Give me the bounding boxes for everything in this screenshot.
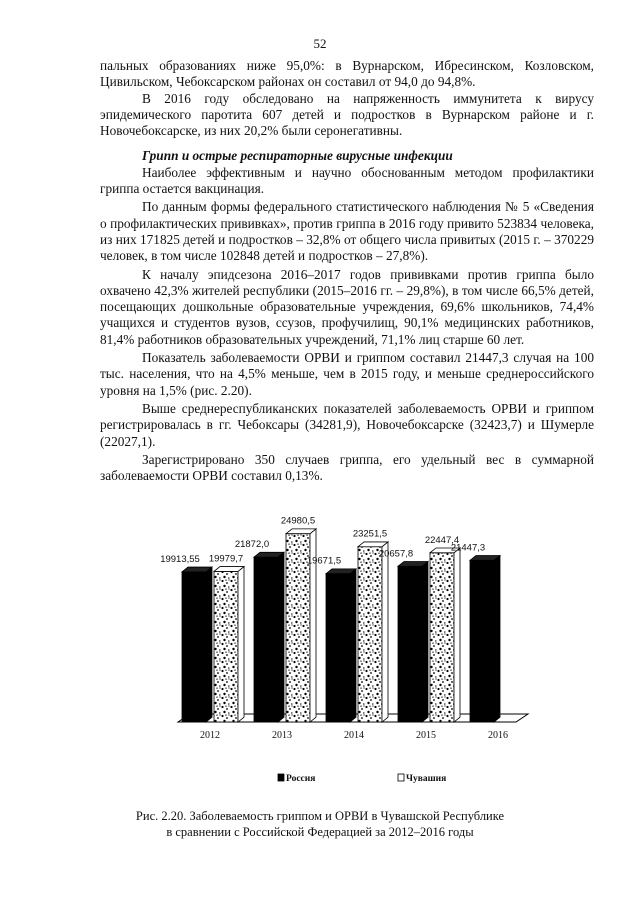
bar-chuvashia-2015 (430, 548, 460, 722)
caption-line-2: в сравнении с Российской Федерацией за 2012–2016 годы (166, 825, 474, 839)
bar-body (326, 574, 350, 722)
bar-top (182, 567, 212, 572)
bar-side (454, 548, 460, 722)
bar-top (470, 556, 500, 561)
paragraph: Показатель заболеваемости ОРВИ и гриппом составил 21447,3 случая на 100 тыс. населения, что на 4,5% меньше, чем в 2015 году, и меньше среднероссийского уровня на 1,5% (рис. 2.20). (100, 350, 594, 398)
legend-label-chuvashia: Чувашия (406, 774, 447, 784)
bar-side (206, 567, 212, 722)
paragraph: По данным формы федерального статистического наблюдения № 5 «Сведения о профилактических прививках», против гриппа в 2016 году привито 523834 человека, из них 171825 детей и подростков – 32,8% от общего числа привитых (2015 г. – 370229 человек, в том числе 102848 детей и подростков – 27,8%). (100, 199, 594, 264)
bar-russia-2016 (470, 556, 500, 722)
bar-top (358, 542, 388, 547)
section-heading: Грипп и острые респираторные вирусные инфекции (142, 148, 453, 164)
bar-top (398, 561, 428, 566)
legend-swatch-chuvashia (398, 774, 404, 781)
bar-top (214, 567, 244, 572)
bar-chuvashia-2014 (358, 542, 388, 722)
data-label-russia-2016: 21447,3 (450, 542, 486, 554)
bar-side (278, 552, 284, 722)
x-tick-label-2014: 2014 (344, 730, 364, 741)
paragraph: пальных образованиях ниже 95,0%: в Вурнарском, Ибресинском, Козловском, Цивильском, Чебоксарском районах он составил от 94,0 до 94,8%. (100, 58, 594, 90)
bar-side (422, 561, 428, 722)
paragraph: В 2016 году обследовано на напряженность иммунитета к вирусу эпидемического паротита 607 детей и подростков в Вурнарском районе и г. Новочебоксарске, из них 20,2% были серонегативны. (100, 90, 594, 139)
bar-body (214, 571, 238, 722)
data-label-russia-2013: 21872,0 (234, 539, 270, 551)
paragraph: Выше среднереспубликанских показателей заболеваемость ОРВИ и гриппом регистрировалась в гг. Чебоксары (34281,9), Новочебоксарске (32423,7) и Шумерле (22027,1). (100, 400, 594, 449)
bar-side (350, 569, 356, 722)
bar-body (182, 572, 206, 722)
bar-body (358, 547, 382, 722)
body-text (100, 58, 594, 484)
bar-russia-2013 (254, 552, 284, 722)
bar-chuvashia-2012 (214, 567, 244, 722)
x-tick-label-2013: 2013 (272, 730, 292, 741)
bar-body (254, 557, 278, 722)
bar-body (430, 553, 454, 722)
legend-label-russia: Россия (286, 774, 316, 784)
bar-top (286, 529, 316, 534)
chart-legend (278, 774, 446, 784)
data-label-russia-2014: 19671,5 (306, 555, 342, 567)
data-label-chuvashia-2012: 19979,7 (208, 553, 244, 565)
data-label-chuvashia-2013: 24980,5 (280, 515, 316, 527)
bar-top (326, 569, 356, 574)
page-number: 52 (313, 36, 327, 51)
data-label-chuvashia-2015: 22447,4 (424, 534, 460, 546)
figure-caption (0, 808, 640, 840)
bar-body (470, 560, 494, 722)
bar-russia-2014 (326, 569, 356, 722)
x-tick-label-2015: 2015 (416, 730, 436, 741)
paragraph: К началу эпидсезона 2016–2017 годов прививками против гриппа было охвачено 42,3% жителей республики (2015–2016 гг. – 29,8%), в том числе 66,5% детей, посещающих дошкольные образовательные учреждения, 69,6% школьников, 74,4% учащихся и студентов вузов, ссузов, профучилищ, 90,1% медицинских работников, 81,4% работников образовательных учреждений, 71,1% лиц старше 60 лет. (100, 266, 594, 347)
bar-body (398, 566, 422, 722)
paragraph: Наиболее эффективным и научно обоснованным методом профилактики гриппа остается вакцинация. (100, 164, 594, 197)
bar-side (238, 567, 244, 722)
x-tick-label-2016: 2016 (488, 730, 508, 741)
legend-swatch-russia (278, 774, 284, 781)
data-label-chuvashia-2014: 23251,5 (352, 528, 388, 540)
bar-top (254, 552, 284, 557)
bar-side (494, 556, 500, 722)
caption-line-1: Рис. 2.20. Заболеваемость гриппом и ОРВИ в Чувашской Республике (135, 809, 505, 823)
x-tick-label-2012: 2012 (200, 730, 220, 741)
paragraph: Зарегистрировано 350 случаев гриппа, его удельный вес в суммарной заболеваемости ОРВИ составил 0,13%. (100, 451, 594, 484)
incidence-bar-chart (140, 498, 530, 798)
bar-side (382, 542, 388, 722)
chart-tick-labels (200, 730, 508, 741)
bar-russia-2015 (398, 561, 428, 722)
data-label-russia-2012: 19913,55 (160, 553, 200, 565)
data-label-russia-2015: 20657,8 (378, 548, 414, 560)
bar-russia-2012 (182, 567, 212, 722)
